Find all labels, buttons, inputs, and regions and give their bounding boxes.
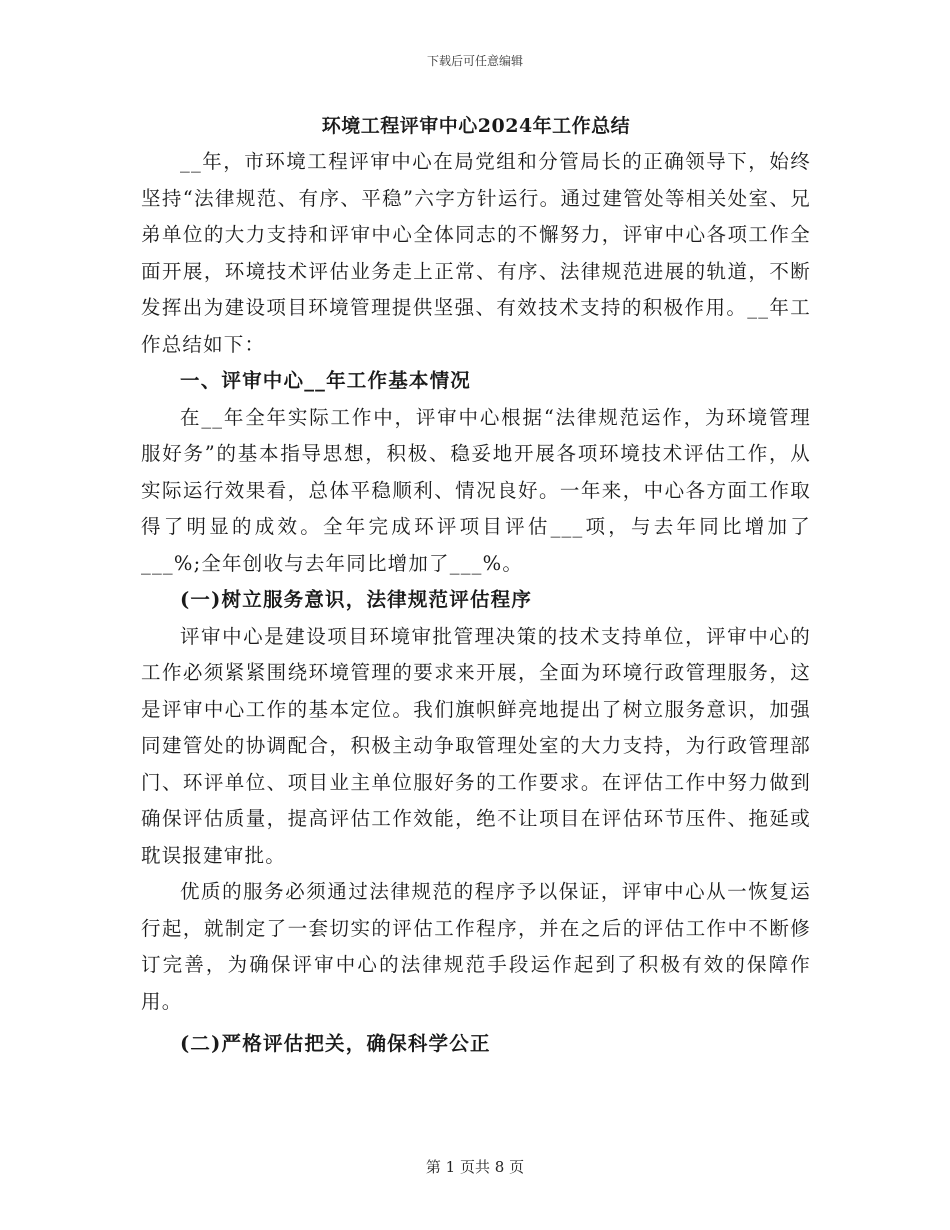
page-footer: 第 1 页共 8 页 [425,1158,525,1176]
document-body [141,110,811,1063]
paragraph-intro: __年，市环境工程评审中心在局党组和分管局长的正确领导下，始终坚持“法律规范、有序、平稳”六字方针运行。通过建管处等相关处室、兄弟单位的大力支持和评审中心全体同志的不懈努力，评审中心各项工作全面开展，环境技术评估业务走上正常、有序、法律规范进展的轨道，不断发挥出为建设项目环境管理提供坚强、有效技术支持的积极作用。__年工作总结如下： [141,150,811,356]
subsection-heading-1: (一)树立服务意识，法律规范评估程序 [180,588,533,611]
paragraph-procedure: 优质的服务必须通过法律规范的程序予以保证，评审中心从一恢复运行起，就制定了一套切实的评估工作程序，并在之后的评估工作中不断修订完善，为确保评审中心的法律规范手段运作起到了积极有效的保障作用。 [141,880,811,1013]
paragraph-service-awareness: 评审中心是建设项目环境审批管理决策的技术支持单位，评审中心的工作必须紧紧围绕环境管理的要求来开展，全面为环境行政管理服务，这是评审中心工作的基本定位。我们旗帜鲜亮地提出了树立服务意识，加强同建管处的协调配合，积极主动争取管理处室的大力支持，为行政管理部门、环评单位、项目业主单位服好务的工作要求。在评估工作中努力做到确保评估质量，提高评估工作效能，绝不让项目在评估环节压件、拖延或耽误报建审批。 [141,624,811,867]
document-title: 环境工程评审中心2024年工作总结 [321,115,631,137]
paragraph-basic-situation: 在__年全年实际工作中，评审中心根据“法律规范运作，为环境管理服好务”的基本指导思想，积极、稳妥地开展各项环境技术评估工作，从实际运行效果看，总体平稳顺利、情况良好。一年来，中心各方面工作取得了明显的成效。全年完成环评项目评估___项，与去年同比增加了___%;全年创收与去年同比增加了___%。 [141,405,811,575]
subsection-heading-2: (二)严格评估把关，确保科学公正 [180,1032,491,1055]
header-note: 下载后可任意编辑 [426,54,523,68]
section-heading-1: 一、评审中心__年工作基本情况 [180,369,472,392]
